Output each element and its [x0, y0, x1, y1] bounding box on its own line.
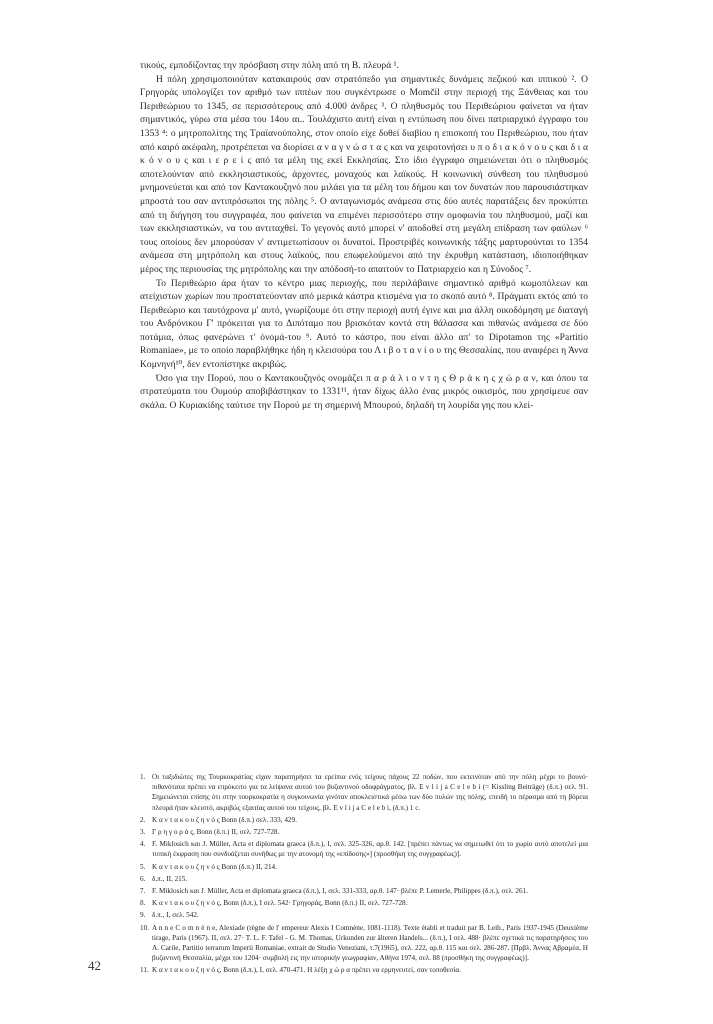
footnote: [140, 923, 588, 964]
footnote: [140, 965, 588, 975]
footnote: [140, 910, 588, 920]
footnote-number: 10.: [140, 923, 149, 932]
footnote-number: 5.: [140, 862, 146, 871]
footnotes: [140, 772, 588, 978]
footnote: [140, 898, 588, 908]
footnote-text: δ.π., II, 215.: [152, 874, 188, 883]
footnote: [140, 886, 588, 896]
footnote-number: 3.: [140, 828, 146, 837]
footnote-text: F. Miklosich και J. Müller, Acta et diplomata graeca (δ.π.), I, σελ. 325-326, αρ.θ. 142. [πρέπει πάντως να σημειωθεί ότι το χωρίο αυτό αποτελεί μια τυπική έκφραση που συνδυάζεται συνήθως με την ατονομή της «επίδοσης»] (προσθήκη της συγγραφέως)].: [152, 840, 588, 859]
footnote-text: K α ν τ α κ ο υ ζ η ν ό ς Bonn (δ.π.) II, 214.: [152, 862, 277, 871]
footnote-text: F. Miklosich και J. Müller, Acta et diplomata graeca (δ.π.), I, σελ. 331-333, αρ.θ. 147· βλέπε P. Lemerle, Philippes (δ.π.), σελ. 261.: [152, 887, 528, 896]
footnote-text: K α ν τ α κ ο υ ζ η ν ό ς, Bonn (δ.π.), I, σελ. 470-471. Η λέξη χ ώ ρ α πρέπει να ερμηνευτεί, σαν τοποθεσία.: [152, 966, 461, 975]
paragraph: Όσο για την Πορού, που ο Καντακουζηνός ονομάζει π α ρ ά λ ι ο ν τ η ς Θ ρ ά κ η ς χ ώ ρ α ν, και όπου τα στρατεύματα του Ουμούρ αποβιβάστηκαν το 1331¹¹, ήταν δίχως άλλο ένας μικρός οικισμός, που χρησίμευε σαν σκάλα. Ο Κυριακίδης ταύτισε την Πορού με τη σημερινή Μπουρού, δηλαδή τη λουρίδα γης που κλεί-: [140, 373, 588, 411]
footnote: [140, 772, 588, 813]
footnote-number: 9.: [140, 911, 146, 920]
paragraph: Η πόλη χρησιμοποιούταν κατακαιρούς σαν στρατόπεδο για σημαντικές δυνάμεις πεζικού και ιππικού ². Ο Γρηγοράς υπολογίζει τον αριθμό των ιππέων που συγκέντρωσε ο Momčil στην περιοχή της Ξάνθειας και του Περιθεώριου το 1345, σε περισσότερους από 4.000 άνδρες ³. Ο πληθυσμός του Περιθεώριου φαίνεται να ήταν σημαντικός, γύρω στα μέσα του 14ου αι.. Τουλάχιστο αυτή είναι η εντύπωση που δίνει πατριαρχικό έγγραφο του 1353 ⁴: ο μητροπολίτης της Τραϊανούπολης, στον οποίο είχε δοθεί διαβίου η επισκοπή του Περιθεώριου, που ήταν από καιρό ακέφαλη, προτρέπεται να διορίσει α ν α γ ν ώ σ τ α ς και να χειροτονήσει υ π ο δ ι α κ ό ν ο υ ς και δ ι α κ ό ν ο υ ς και ι ε ρ ε ί ς από τα μέλη της εκεί Εκκλησίας. Στο ίδιο έγγραφο σημειώνεται ότι ο πληθυσμός αποτελούνταν από εκκλησιαστικούς, άρχοντες, μοναχούς και λαϊκούς. Η κοινωνική σύνθεση του πληθυσμού μνημονεύεται και από τον Καντακουζηνό που μιλάει για τα μέλη του δήμου και τον δυνατών που παρουσιάστηκαν μπροστά του σαν αντιπρόσωποι της πόλης ⁵. Ο ανταγωνισμός ανάμεσα στις δύο αυτές παρατάξεις δεν προκύπτει από τη διήγηση του συγγραφέα, που φαίνεται να επιμένει περισσότερο στην ομοφωνία του πληθυσμού, μαζί και των εκκλησιαστικών, να του αντιταχθεί. Το γεγονός αυτό μπορεί ν' αποδοθεί στη μεγάλη επίδραση των φαύλων ⁶ τους οποίους δεν μπορούσαν ν' αντιμετωπίσουν οι δυνατοί. Προστριβές κοινωνικής τάξης μαρτυρούνται το 1354 ανάμεσα στη μητρόπολη και στους λαϊκούς, που επωφελούμενοι από την έκρυθμη κατάσταση, ιδιοποιήθηκαν μέρος της περιουσίας της μητρόπολης και την απόδοσή-το απαιτούν το Πατριαρχείο και η Σύνοδος ⁷.: [140, 74, 588, 275]
footnote-number: 8.: [140, 899, 146, 908]
main-text: [140, 60, 588, 413]
footnote-text: A n n e C o m n è n e, Alexiade (règne de l' empereur Alexis I Comnène, 1081-1118). Texte établi et traduit par B. Leib., Paris 1937-1945 (Deuxième tirage, Paris (1967). II, σελ. 27· T. L. F. Tafel - G. M. Thomas, Urkunden zur älteren Handels... (δ.π.), I σελ. 488· βλέπε σχετικά τις παρατηρήσεις του A. Carile, Partitio terrarum Imperii Romaniae, extrait de Studio Veneziani, τ.7(1965), σελ. 222, αρ.θ. 115 και σελ. 286-287. [Πρβλ. Άννας Αβραμέα, Η βυζαντινή Θεσσαλία, μέχρι του 1204· συμβολή εις την ιστορικήν γεωγραφίαν, Αθήνα 1974, σελ. 88 (προσθήκη της συγγραφέως)].: [152, 923, 588, 963]
footnote-text: K α ν τ α κ ο υ ζ η ν ό ς Bonn (δ.π.) σελ. 333, 429.: [152, 815, 297, 824]
footnote-number: 11.: [140, 966, 149, 975]
paragraph: τικούς, εμποδίζοντας την πρόσβαση στην πόλη από τη Β. πλευρά ¹.: [140, 61, 399, 71]
paragraph: Το Περιθεώριο άρα ήταν το κέντρο μιας περιοχής, που περιλάβαινε σημαντικό αριθμό κωμοπόλεων και ατείχιστων χωρίων που προστατεύονταν από μερικά κάστρα κτισμένα για το σκοπό αυτό ⁸. Πράγματι εκτός από το Περιθεώριο και ταυτόχρονα μ' αυτό, γνωρίζουμε ότι στην περιοχή αυτή έγινε και μια άλλη οικοδόμηση με διαταγή του Ανδρόνικου Γ' πρόκειται για το Διπόταμο που βρισκόταν κοντά στη θάλασσα και πιθανώς ανάμεσα σε δύο ποτάμια, όπως φανερώνει τ' όνομά-του ⁹. Αυτό το κάστρο, που είναι άλλο απ' το Dipotamon της «Partitio Romaniae», με το οποίο παραβλήθηκε ήδη η κλεισούρα του Λ ι β ο τ α ν ί ο υ της Θεσσαλίας, που αναφέρει η Άννα Κομνηνή¹⁰, δεν εντοπίστηκε ακριβώς.: [140, 278, 588, 371]
footnote-number: 7.: [140, 887, 146, 896]
footnote-text: δ.π., I, σελ. 542.: [152, 911, 199, 920]
footnote-text: Οι ταξιδιώτες της Τουρκοκρατίας είχαν παρατηρήσει τα ερείπια ενός τείχους πάχους 22 ποδών, που εκτεινόταν από την πόλη μέχρι το βουνό· πιθανότατα πρέπει να επρόκειτο για τα λείψανα αυτού του βυζαντινού οδοφράγματος, βλ. E v l i j a C e l e b i (= Kissling Beiträge) (δ.π.) σελ. 91. Σημειώνεται επίσης ότι στην τουρκοκρατία η συγκοινωνία γινόταν αποκλειστικά μέσω των δύο πυλών της πόλης, επειδή το πέρασμα από τη βόρεια πλευρά ήταν κλειστό, ακριβώς εξαιτίας αυτού του τείχους, βλ. E v l i j a C e l e b i, (δ.π.) 1 c.: [152, 773, 588, 812]
footnote-number: 4.: [140, 840, 146, 849]
footnote-text: Γ ρ η γ ο ρ ά ς, Bonn (δ.π.) II, σελ. 727-728.: [152, 828, 280, 837]
footnote: [140, 862, 588, 872]
footnote: [140, 839, 588, 859]
footnote: [140, 815, 588, 825]
footnote-number: 6.: [140, 874, 146, 883]
footnote-number: 1.: [140, 773, 146, 781]
footnote: [140, 827, 588, 837]
footnote-text: K α ν τ α κ ο υ ζ η ν ό ς, Bonn (δ.π.), I σελ. 542· Γρηγοράς, Bonn (δ.π.) II, σελ. 727-728.: [152, 899, 408, 908]
footnote-number: 2.: [140, 815, 146, 824]
page-number: 42: [88, 958, 101, 973]
footnote: [140, 874, 588, 884]
